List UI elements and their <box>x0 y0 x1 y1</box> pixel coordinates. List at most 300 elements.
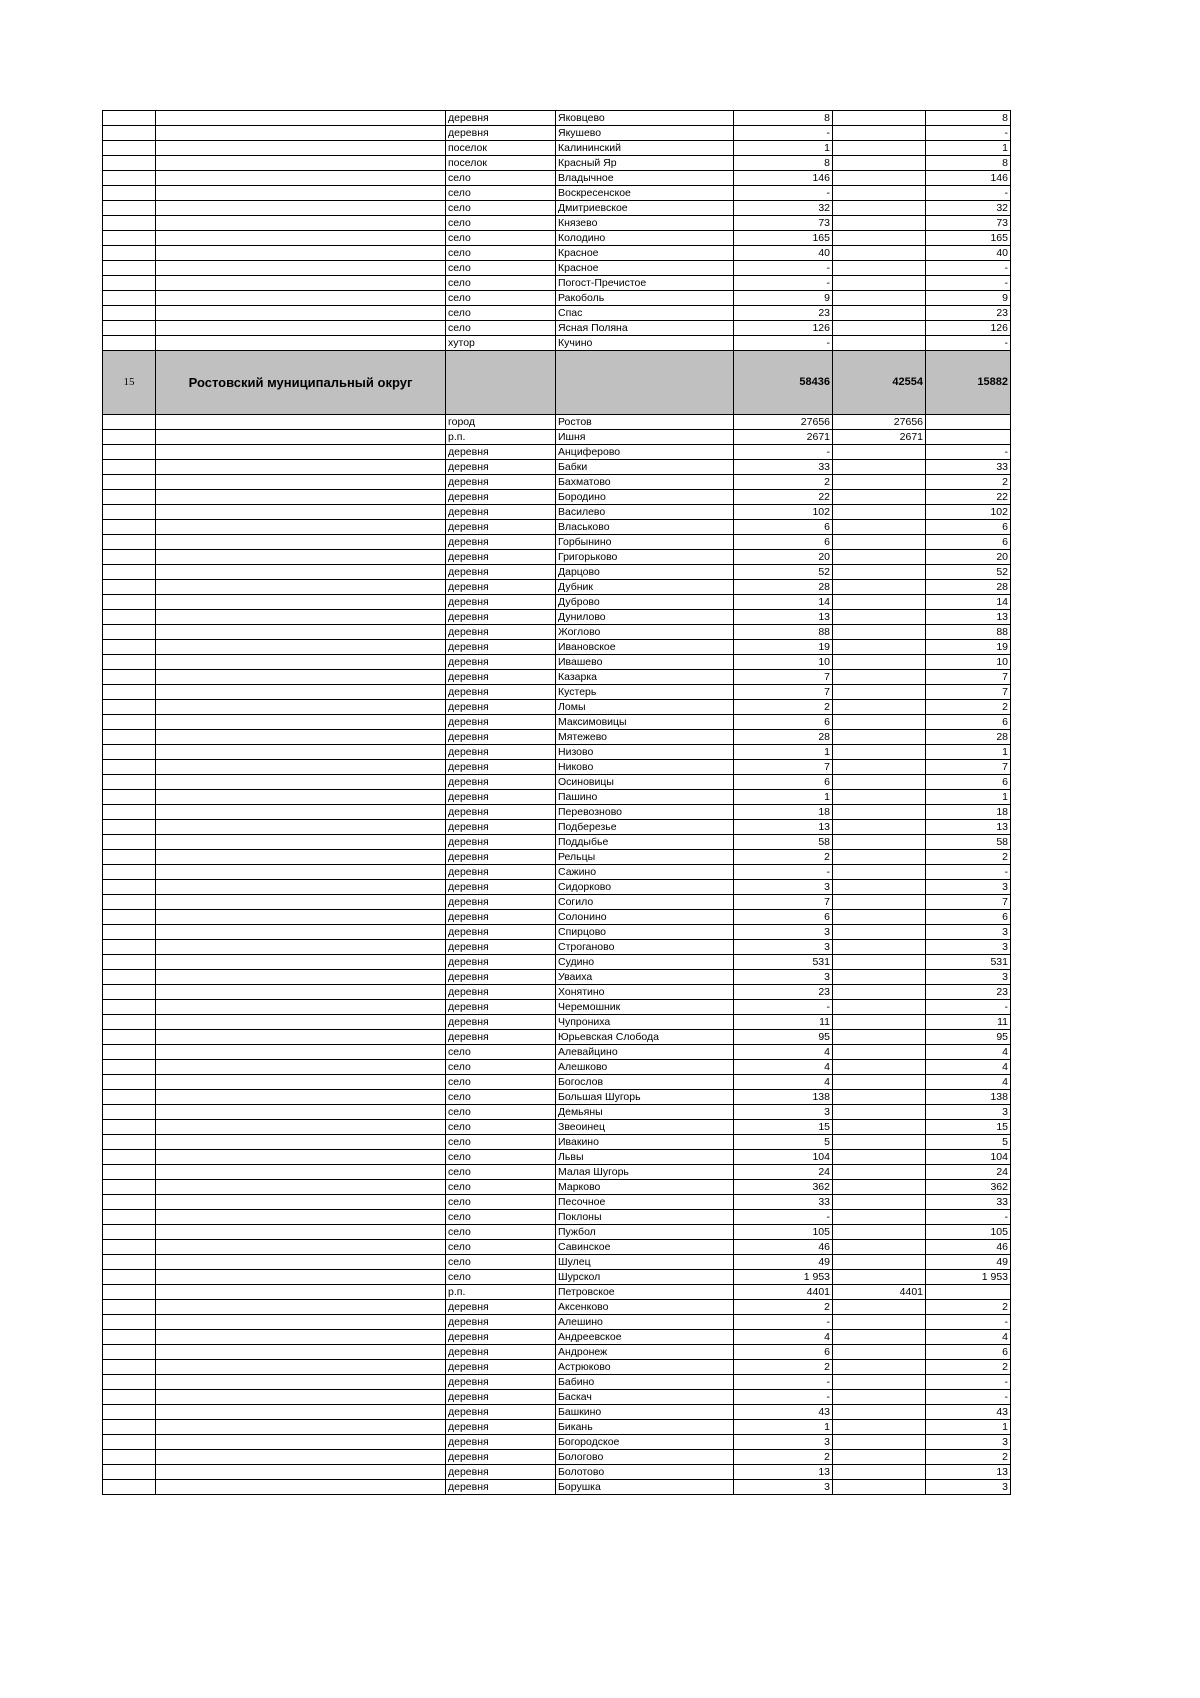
district-cell <box>156 216 446 231</box>
total-cell: 5 <box>734 1135 833 1150</box>
number-cell <box>103 1300 156 1315</box>
total-cell: 43 <box>734 1405 833 1420</box>
table-row <box>103 535 1011 550</box>
number-cell <box>103 306 156 321</box>
urban-cell <box>833 1150 926 1165</box>
table-row <box>103 970 1011 985</box>
total-cell: 2 <box>734 1300 833 1315</box>
rural-cell: 10 <box>926 655 1011 670</box>
table-row <box>103 895 1011 910</box>
table-row <box>103 880 1011 895</box>
total-cell: 9 <box>734 291 833 306</box>
urban-cell <box>833 925 926 940</box>
rural-cell: 1 953 <box>926 1270 1011 1285</box>
number-cell <box>103 445 156 460</box>
table-row <box>103 760 1011 775</box>
settlement-cell: Яковцево <box>556 111 734 126</box>
total-cell: - <box>734 1000 833 1015</box>
table-row <box>103 1045 1011 1060</box>
total-cell: 3 <box>734 925 833 940</box>
type-cell: деревня <box>446 1315 556 1330</box>
district-cell <box>156 1435 446 1450</box>
total-cell: 3 <box>734 970 833 985</box>
urban-cell <box>833 445 926 460</box>
settlement-cell: Бабино <box>556 1375 734 1390</box>
settlement-cell: Красное <box>556 261 734 276</box>
total-cell: 49 <box>734 1255 833 1270</box>
group-name: Ростовский муниципальный округ <box>156 351 446 415</box>
settlement-cell: Борушка <box>556 1480 734 1495</box>
number-cell <box>103 1210 156 1225</box>
district-cell <box>156 520 446 535</box>
urban-cell <box>833 895 926 910</box>
district-cell <box>156 745 446 760</box>
table-row <box>103 1450 1011 1465</box>
table-row <box>103 445 1011 460</box>
rural-cell: 362 <box>926 1180 1011 1195</box>
district-cell <box>156 910 446 925</box>
table-row <box>103 565 1011 580</box>
table-row <box>103 475 1011 490</box>
rural-cell: 7 <box>926 685 1011 700</box>
settlement-cell: Ростов <box>556 415 734 430</box>
settlement-cell: Бикань <box>556 1420 734 1435</box>
number-cell <box>103 580 156 595</box>
district-cell <box>156 1450 446 1465</box>
district-cell <box>156 1255 446 1270</box>
district-cell <box>156 171 446 186</box>
table-row <box>103 1375 1011 1390</box>
table-row <box>103 1075 1011 1090</box>
number-cell <box>103 1405 156 1420</box>
total-cell: 28 <box>734 580 833 595</box>
total-cell: 33 <box>734 460 833 475</box>
table-row <box>103 156 1011 171</box>
type-cell: деревня <box>446 700 556 715</box>
number-cell <box>103 1465 156 1480</box>
settlement-cell: Колодино <box>556 231 734 246</box>
number-cell <box>103 1120 156 1135</box>
settlement-cell: Марково <box>556 1180 734 1195</box>
table-row <box>103 925 1011 940</box>
total-cell: 165 <box>734 231 833 246</box>
rural-cell: 11 <box>926 1015 1011 1030</box>
settlement-cell: Ивановское <box>556 640 734 655</box>
number-cell <box>103 490 156 505</box>
settlement-cell: Согило <box>556 895 734 910</box>
number-cell <box>103 430 156 445</box>
table-row <box>103 1285 1011 1300</box>
number-cell <box>103 276 156 291</box>
total-cell: 20 <box>734 550 833 565</box>
settlement-cell: Бородино <box>556 490 734 505</box>
urban-cell <box>833 955 926 970</box>
settlement-cell: Хонятино <box>556 985 734 1000</box>
settlement-cell: Никово <box>556 760 734 775</box>
rural-cell: 13 <box>926 820 1011 835</box>
number-cell <box>103 625 156 640</box>
number-cell <box>103 1060 156 1075</box>
total-cell: 13 <box>734 820 833 835</box>
total-cell: 33 <box>734 1195 833 1210</box>
type-cell: село <box>446 1210 556 1225</box>
urban-cell <box>833 126 926 141</box>
settlement-cell: Низово <box>556 745 734 760</box>
settlement-cell: Бахматово <box>556 475 734 490</box>
rural-cell: - <box>926 1210 1011 1225</box>
district-cell <box>156 565 446 580</box>
type-cell: деревня <box>446 1330 556 1345</box>
number-cell <box>103 186 156 201</box>
number-cell <box>103 520 156 535</box>
settlement-cell: Поддыбье <box>556 835 734 850</box>
rural-cell: - <box>926 865 1011 880</box>
rural-cell: 88 <box>926 625 1011 640</box>
number-cell <box>103 1255 156 1270</box>
district-cell <box>156 700 446 715</box>
type-cell: деревня <box>446 1480 556 1495</box>
total-cell: 531 <box>734 955 833 970</box>
number-cell <box>103 895 156 910</box>
type-cell: деревня <box>446 550 556 565</box>
settlement-cell: Горбынино <box>556 535 734 550</box>
number-cell <box>103 1315 156 1330</box>
table-row <box>103 670 1011 685</box>
rural-cell: 6 <box>926 715 1011 730</box>
district-cell <box>156 1000 446 1015</box>
rural-cell: 5 <box>926 1135 1011 1150</box>
district-cell <box>156 685 446 700</box>
settlement-cell: Пужбол <box>556 1225 734 1240</box>
type-cell: деревня <box>446 865 556 880</box>
rural-cell: 2 <box>926 475 1011 490</box>
total-cell: 8 <box>734 111 833 126</box>
number-cell <box>103 985 156 1000</box>
urban-cell <box>833 156 926 171</box>
settlement-cell: Богородское <box>556 1435 734 1450</box>
district-cell <box>156 985 446 1000</box>
rural-cell: 14 <box>926 595 1011 610</box>
table-row <box>103 1030 1011 1045</box>
type-cell: деревня <box>446 715 556 730</box>
total-cell: 27656 <box>734 415 833 430</box>
total-cell: 23 <box>734 985 833 1000</box>
type-cell: деревня <box>446 565 556 580</box>
rural-cell: 4 <box>926 1330 1011 1345</box>
total-cell: 1 <box>734 790 833 805</box>
group-header <box>103 351 1011 415</box>
type-cell: село <box>446 1120 556 1135</box>
type-cell: село <box>446 1135 556 1150</box>
urban-cell <box>833 1180 926 1195</box>
district-cell <box>156 1420 446 1435</box>
settlement-cell: Князево <box>556 216 734 231</box>
urban-cell <box>833 880 926 895</box>
type-cell: деревня <box>446 655 556 670</box>
settlement-cell: Болотово <box>556 1465 734 1480</box>
number-cell <box>103 910 156 925</box>
table-row <box>103 1330 1011 1345</box>
settlement-cell: Андронеж <box>556 1345 734 1360</box>
district-cell <box>156 261 446 276</box>
settlement-cell: Уваиха <box>556 970 734 985</box>
district-cell <box>156 505 446 520</box>
type-cell: село <box>446 1180 556 1195</box>
rural-cell: - <box>926 445 1011 460</box>
type-cell: деревня <box>446 1015 556 1030</box>
settlement-cell: Шурскол <box>556 1270 734 1285</box>
district-cell <box>156 1285 446 1300</box>
number-cell <box>103 1135 156 1150</box>
urban-cell <box>833 610 926 625</box>
district-cell <box>156 970 446 985</box>
table-row <box>103 415 1011 430</box>
rural-cell: - <box>926 276 1011 291</box>
rural-cell: 28 <box>926 730 1011 745</box>
total-cell: 138 <box>734 1090 833 1105</box>
settlement-cell: Красный Яр <box>556 156 734 171</box>
number-cell <box>103 1480 156 1495</box>
rural-cell: - <box>926 186 1011 201</box>
type-cell: деревня <box>446 910 556 925</box>
total-cell: 8 <box>734 156 833 171</box>
rural-cell: 95 <box>926 1030 1011 1045</box>
number-cell <box>103 231 156 246</box>
type-cell: село <box>446 171 556 186</box>
total-cell: 1 <box>734 745 833 760</box>
settlement-cell: Якушево <box>556 126 734 141</box>
settlement-cell: Ивашево <box>556 655 734 670</box>
urban-cell <box>833 730 926 745</box>
urban-cell <box>833 850 926 865</box>
total-cell: 1 <box>734 141 833 156</box>
rural-cell: - <box>926 336 1011 351</box>
type-cell: деревня <box>446 685 556 700</box>
settlements-table <box>102 110 1011 1495</box>
urban-cell <box>833 1135 926 1150</box>
number-cell <box>103 216 156 231</box>
urban-cell <box>833 1105 926 1120</box>
number-cell <box>103 111 156 126</box>
urban-cell <box>833 685 926 700</box>
urban-cell <box>833 186 926 201</box>
type-cell: р.п. <box>446 430 556 445</box>
district-cell <box>156 231 446 246</box>
number-cell <box>103 460 156 475</box>
type-cell: деревня <box>446 925 556 940</box>
table-row <box>103 1345 1011 1360</box>
total-cell: 15 <box>734 1120 833 1135</box>
total-cell: 6 <box>734 715 833 730</box>
type-cell: деревня <box>446 1345 556 1360</box>
type-cell: село <box>446 1165 556 1180</box>
total-cell: 6 <box>734 1345 833 1360</box>
type-cell: деревня <box>446 640 556 655</box>
total-cell: 14 <box>734 595 833 610</box>
table-row <box>103 1195 1011 1210</box>
table-row <box>103 730 1011 745</box>
settlement-cell: Алешково <box>556 1060 734 1075</box>
rows-before-group <box>103 111 1011 351</box>
number-cell <box>103 1195 156 1210</box>
table-row <box>103 1225 1011 1240</box>
rural-cell: 105 <box>926 1225 1011 1240</box>
settlement-cell: Бологово <box>556 1450 734 1465</box>
type-cell: деревня <box>446 1300 556 1315</box>
rural-cell <box>926 1285 1011 1300</box>
district-cell <box>156 1315 446 1330</box>
table-row <box>103 985 1011 1000</box>
type-cell: село <box>446 306 556 321</box>
rural-cell: 138 <box>926 1090 1011 1105</box>
district-cell <box>156 1075 446 1090</box>
table-row <box>103 550 1011 565</box>
table-row <box>103 1180 1011 1195</box>
number-cell <box>103 1450 156 1465</box>
urban-cell <box>833 1000 926 1015</box>
rural-cell: 6 <box>926 1345 1011 1360</box>
district-cell <box>156 955 446 970</box>
district-cell <box>156 1030 446 1045</box>
table-row <box>103 1405 1011 1420</box>
type-cell: деревня <box>446 580 556 595</box>
district-cell <box>156 880 446 895</box>
urban-cell <box>833 1240 926 1255</box>
settlement-cell: Савинское <box>556 1240 734 1255</box>
type-cell: деревня <box>446 730 556 745</box>
number-cell <box>103 655 156 670</box>
total-cell: 24 <box>734 1165 833 1180</box>
table-row <box>103 1390 1011 1405</box>
urban-cell <box>833 1120 926 1135</box>
total-cell: 11 <box>734 1015 833 1030</box>
type-cell: деревня <box>446 610 556 625</box>
type-cell: деревня <box>446 595 556 610</box>
table-row <box>103 201 1011 216</box>
urban-cell <box>833 1255 926 1270</box>
urban-cell <box>833 276 926 291</box>
number-cell <box>103 1090 156 1105</box>
total-cell: 102 <box>734 505 833 520</box>
rural-cell: 2 <box>926 700 1011 715</box>
type-cell: село <box>446 1150 556 1165</box>
urban-cell <box>833 745 926 760</box>
total-cell: 6 <box>734 775 833 790</box>
urban-cell <box>833 865 926 880</box>
number-cell <box>103 1030 156 1045</box>
table-row <box>103 1165 1011 1180</box>
rural-cell: 6 <box>926 520 1011 535</box>
table-row <box>103 1210 1011 1225</box>
district-cell <box>156 730 446 745</box>
total-cell: 7 <box>734 670 833 685</box>
total-cell: 6 <box>734 535 833 550</box>
rural-cell: 146 <box>926 171 1011 186</box>
type-cell: деревня <box>446 775 556 790</box>
district-cell <box>156 126 446 141</box>
settlement-cell: Дубник <box>556 580 734 595</box>
total-cell: 23 <box>734 306 833 321</box>
number-cell <box>103 1375 156 1390</box>
settlement-cell: Владычное <box>556 171 734 186</box>
type-cell: село <box>446 231 556 246</box>
table-row <box>103 850 1011 865</box>
urban-cell <box>833 141 926 156</box>
number-cell <box>103 595 156 610</box>
urban-cell <box>833 1375 926 1390</box>
rural-cell: 126 <box>926 321 1011 336</box>
settlement-cell: Астрюково <box>556 1360 734 1375</box>
district-cell <box>156 445 446 460</box>
urban-cell: 2671 <box>833 430 926 445</box>
district-cell <box>156 156 446 171</box>
type-cell: деревня <box>446 1030 556 1045</box>
rural-cell: 33 <box>926 1195 1011 1210</box>
table-row <box>103 700 1011 715</box>
rural-cell: 15 <box>926 1120 1011 1135</box>
settlement-cell: Дунилово <box>556 610 734 625</box>
total-cell: 3 <box>734 1480 833 1495</box>
settlement-cell: Песочное <box>556 1195 734 1210</box>
rural-cell: 102 <box>926 505 1011 520</box>
settlement-cell: Ишня <box>556 430 734 445</box>
rural-cell: 2 <box>926 1450 1011 1465</box>
settlement-cell: Аксенково <box>556 1300 734 1315</box>
urban-cell <box>833 1060 926 1075</box>
district-cell <box>156 655 446 670</box>
table-row <box>103 745 1011 760</box>
district-cell <box>156 670 446 685</box>
district-cell <box>156 940 446 955</box>
table-row <box>103 865 1011 880</box>
total-cell: 7 <box>734 685 833 700</box>
settlement-cell: Осиновицы <box>556 775 734 790</box>
table-row <box>103 126 1011 141</box>
number-cell <box>103 745 156 760</box>
district-cell <box>156 111 446 126</box>
total-cell: - <box>734 186 833 201</box>
urban-cell <box>833 1450 926 1465</box>
table-row <box>103 820 1011 835</box>
urban-cell <box>833 985 926 1000</box>
total-cell: 3 <box>734 1435 833 1450</box>
table-row <box>103 141 1011 156</box>
total-cell: 4 <box>734 1075 833 1090</box>
settlement-cell: Кучино <box>556 336 734 351</box>
district-cell <box>156 550 446 565</box>
table-row <box>103 580 1011 595</box>
table-row <box>103 790 1011 805</box>
settlement-cell: Жоглово <box>556 625 734 640</box>
district-cell <box>156 775 446 790</box>
type-cell: село <box>446 186 556 201</box>
rural-cell: 24 <box>926 1165 1011 1180</box>
total-cell: - <box>734 336 833 351</box>
district-cell <box>156 895 446 910</box>
district-cell <box>156 1090 446 1105</box>
urban-cell <box>833 700 926 715</box>
type-cell: село <box>446 1060 556 1075</box>
urban-cell <box>833 1345 926 1360</box>
total-cell: - <box>734 865 833 880</box>
settlement-cell: Василево <box>556 505 734 520</box>
urban-cell <box>833 805 926 820</box>
rural-cell: 23 <box>926 985 1011 1000</box>
district-cell <box>156 291 446 306</box>
urban-cell <box>833 640 926 655</box>
number-cell <box>103 550 156 565</box>
urban-cell <box>833 655 926 670</box>
